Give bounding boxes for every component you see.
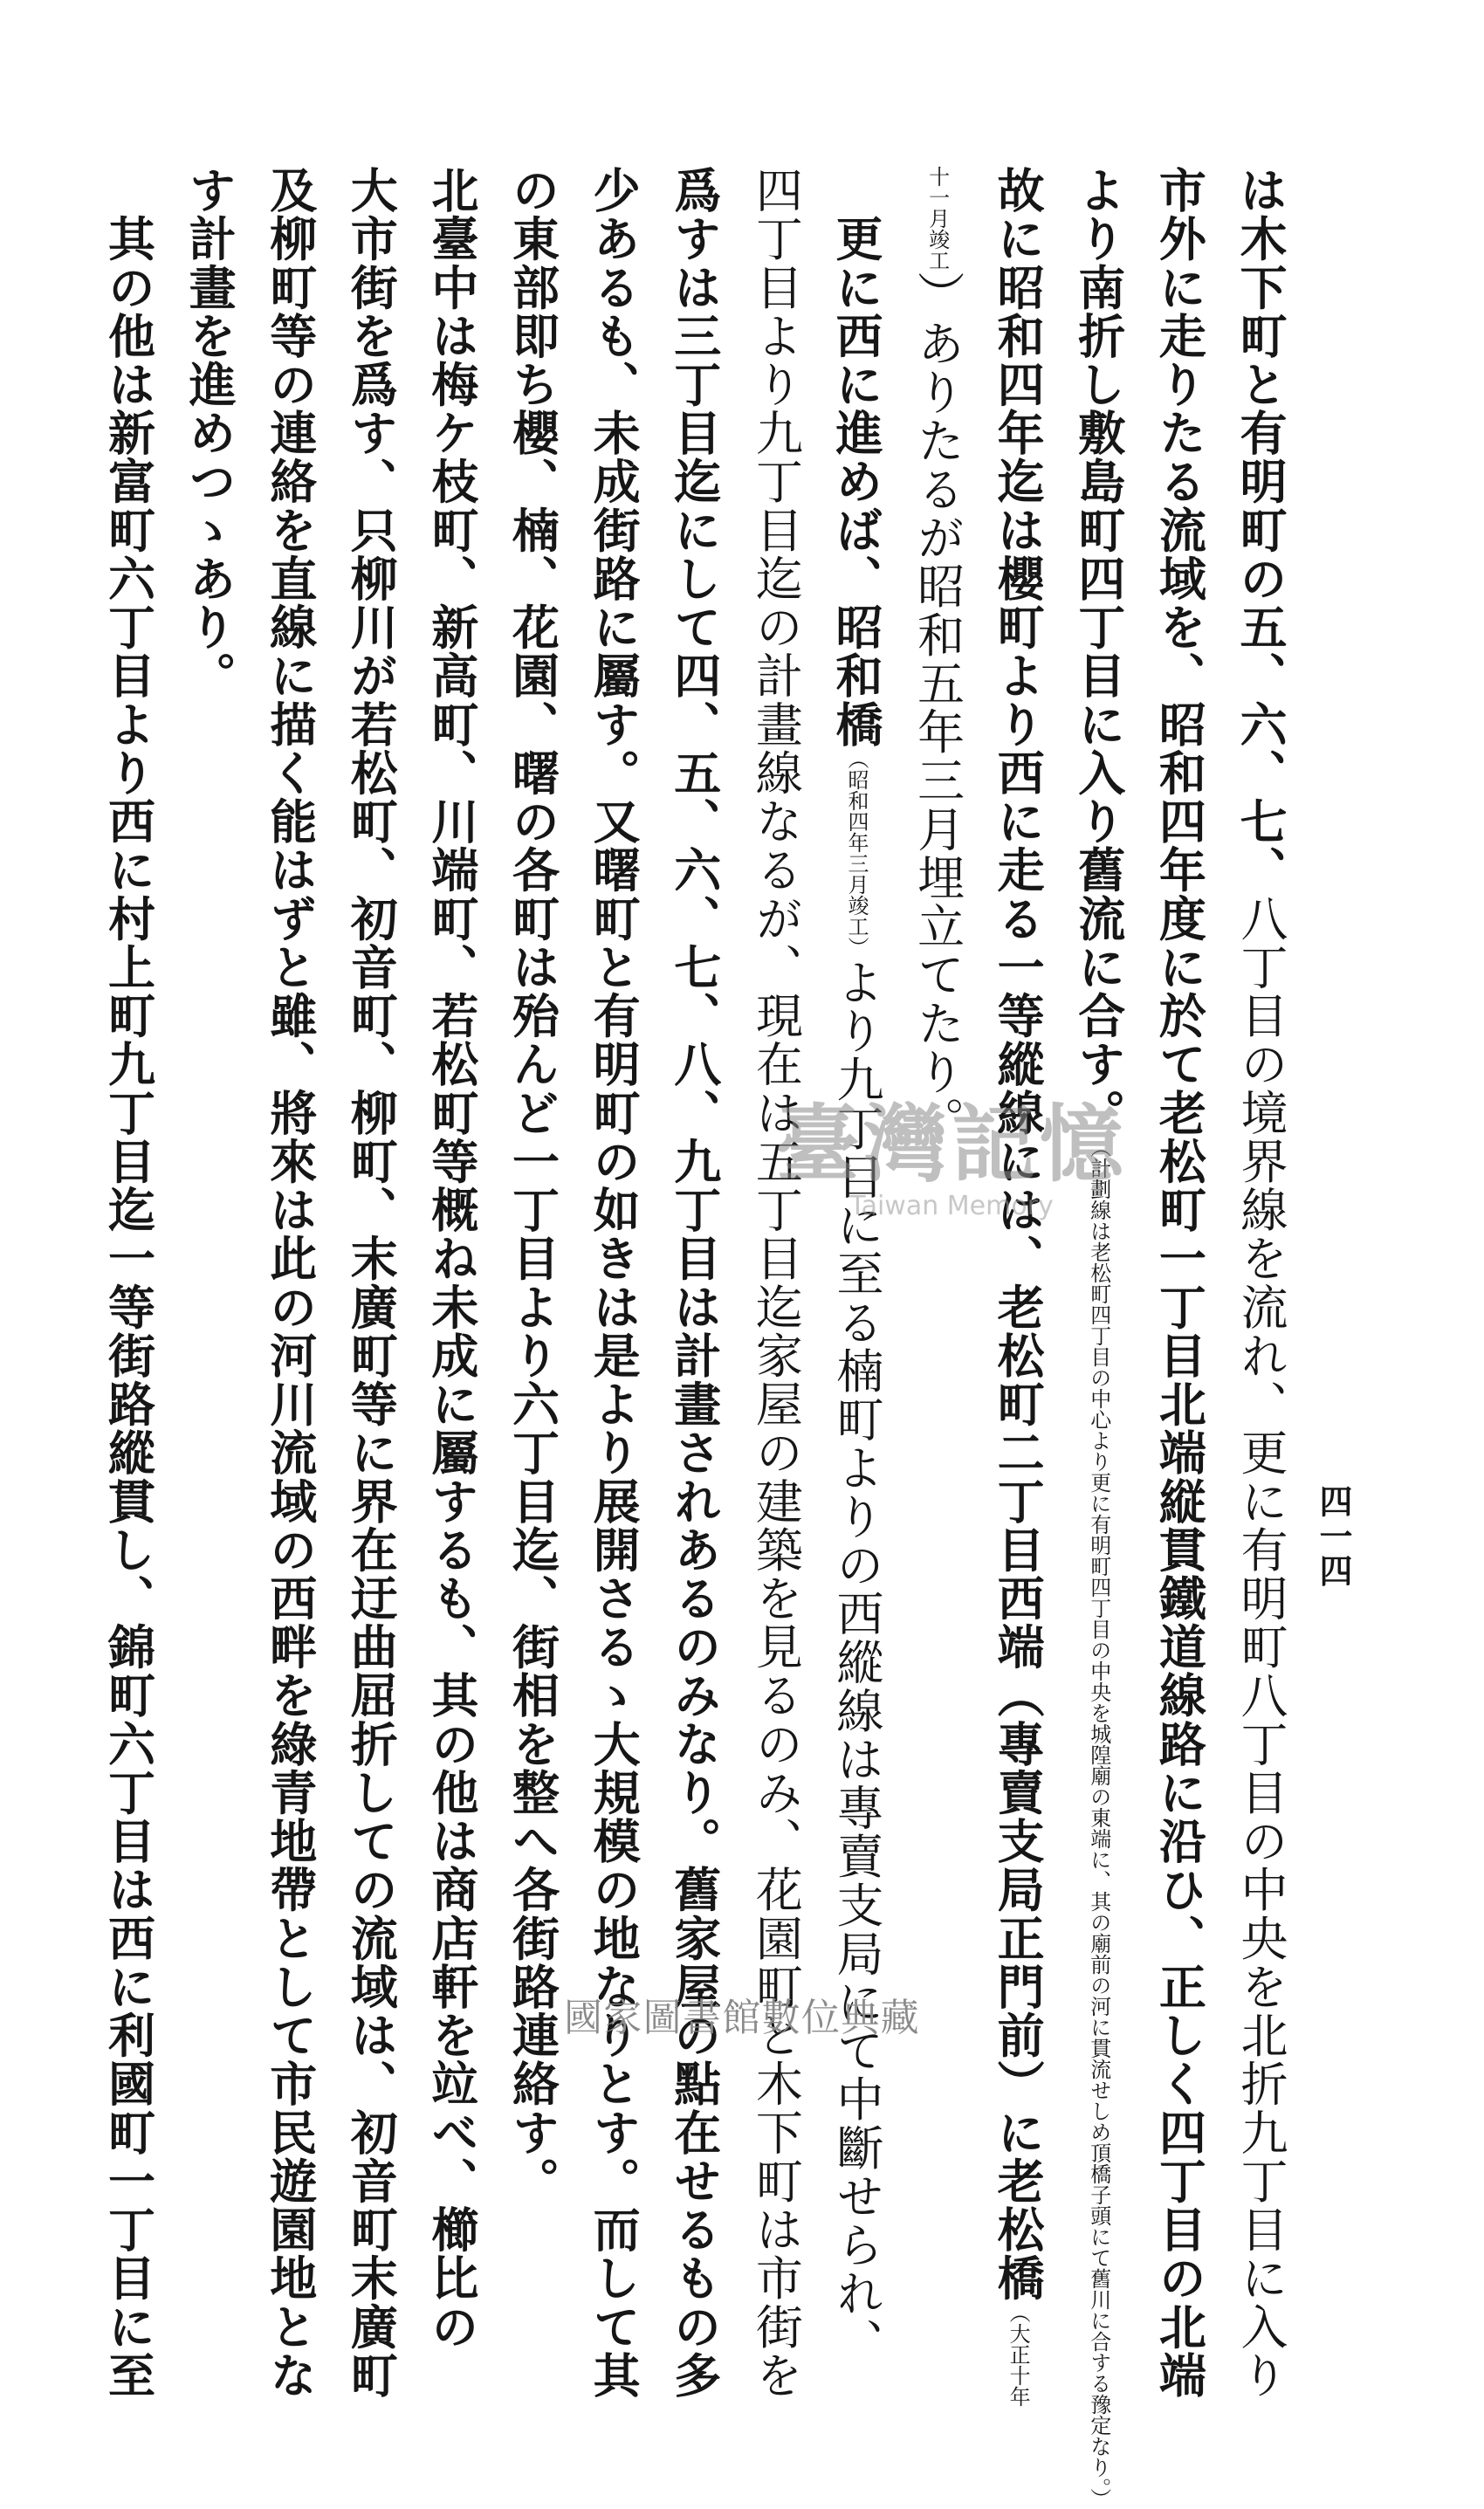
text-segment: 少あるも、未成街路に屬す。又曙町と有明町の如きは是より展開さるゝ大規模の地なりとす。而して其 bbox=[586, 166, 642, 2400]
text-segment: 大市街を爲す、只柳川が若松町、初音町、柳町、末廣町等に界在迂曲屈折しての流域は、初音町末廣町 bbox=[343, 166, 400, 2400]
text-segment: は木下町と有明町の五、六、七、 bbox=[1233, 166, 1288, 895]
text-line bbox=[331, 166, 412, 2400]
text-segment: 四丁目より九丁目迄の計畫線なるが、現在は五丁目迄家屋の建築を見るのみ、花園町と木下町は市街を bbox=[748, 166, 804, 2400]
text-segment: 爲すは三丁目迄にして四、五、六、七、八、九丁目は計畫されあるのみなり。舊家屋の點在せるもの多 bbox=[666, 166, 723, 2400]
annotation-note: 十一月竣工 bbox=[924, 166, 950, 271]
text-line bbox=[492, 166, 574, 2206]
text-segment: 北臺中は梅ケ枝町、新高町、川端町、若松町等概ね未成に屬するも、其の他は商店軒を竝べ、櫛比の bbox=[423, 166, 480, 2351]
text-line bbox=[1139, 166, 1220, 2400]
text-segment: 八丁目の境界線を流れ、更に有明町八丁目の中央を北折九丁目に入り bbox=[1233, 894, 1288, 2400]
text-line bbox=[815, 166, 897, 2367]
text-segment: す計畫を進めつゝあり。 bbox=[182, 166, 238, 700]
text-line bbox=[1219, 166, 1301, 2400]
text-line bbox=[574, 166, 655, 2400]
text-segment: 其の他は新富町六丁目より西に村上町九丁目迄一等街路縱貫し、錦町六丁目は西に利國町一丁目に至 bbox=[100, 166, 157, 2400]
text-line bbox=[250, 166, 331, 2400]
watermark bbox=[768, 1078, 1135, 1221]
annotation-note: （計劃線は老松町四丁目の中心より更に有明町四丁目の中央を城隍廟の東端に、其の廟前の河に貫流せしめ頂橋子頭にて舊川に合する豫定なり。） bbox=[1086, 1137, 1111, 2509]
footer: 國家圖書館數位典藏 bbox=[564, 1996, 920, 2040]
text-segment: の東部即ち櫻、楠、花園、曙の各町は殆んど一丁目より六丁目迄、街相を整へ各街路連絡す。 bbox=[505, 166, 561, 2206]
text-segment: 故に昭和四年迄は櫻町より西に走る一等縱線には、老松町二丁目西端（專賣支局正門前）に老松橋 bbox=[990, 166, 1047, 2303]
page-number: 四一四 bbox=[1314, 1484, 1353, 1589]
text-line bbox=[735, 166, 816, 2400]
text-line bbox=[1058, 166, 1139, 2509]
text-line bbox=[654, 166, 735, 2400]
annotation-note: （大正十年 bbox=[1006, 2302, 1031, 2408]
text-line bbox=[88, 166, 169, 2400]
text-line bbox=[978, 166, 1059, 2408]
watermark-main: 臺灣記憶 bbox=[775, 1095, 1128, 1193]
text-segment: 市外に走りたる流域を、昭和四年度に於て老松町一丁目北端縦貫鐵道線路に沿ひ、正しく四丁目の北端 bbox=[1151, 166, 1208, 2400]
text-segment: ）ありたるが昭和五年三月埋立てたり。 bbox=[910, 271, 965, 1145]
text-segment: 更に西に進めば、昭和橋 bbox=[828, 166, 884, 749]
watermark-sub: Taiwan Memory bbox=[849, 1191, 1054, 1221]
text-segment: 及柳町等の連絡を直線に描く能はずと雖、將來は此の河川流域の西畔を綠青地帶として市民遊園地とな bbox=[262, 166, 319, 2400]
text-segment: より九丁目に至る楠町よりの西縱線は專賣支局にて中斷せられ、 bbox=[828, 958, 884, 2367]
text-line bbox=[411, 166, 492, 2351]
text-segment: より南折し敷島町四丁目に入り舊流に合す。 bbox=[1070, 166, 1127, 1138]
text-line bbox=[897, 166, 978, 1820]
text-line bbox=[168, 166, 250, 1820]
annotation-note: （昭和四年三月竣工） bbox=[843, 748, 869, 959]
